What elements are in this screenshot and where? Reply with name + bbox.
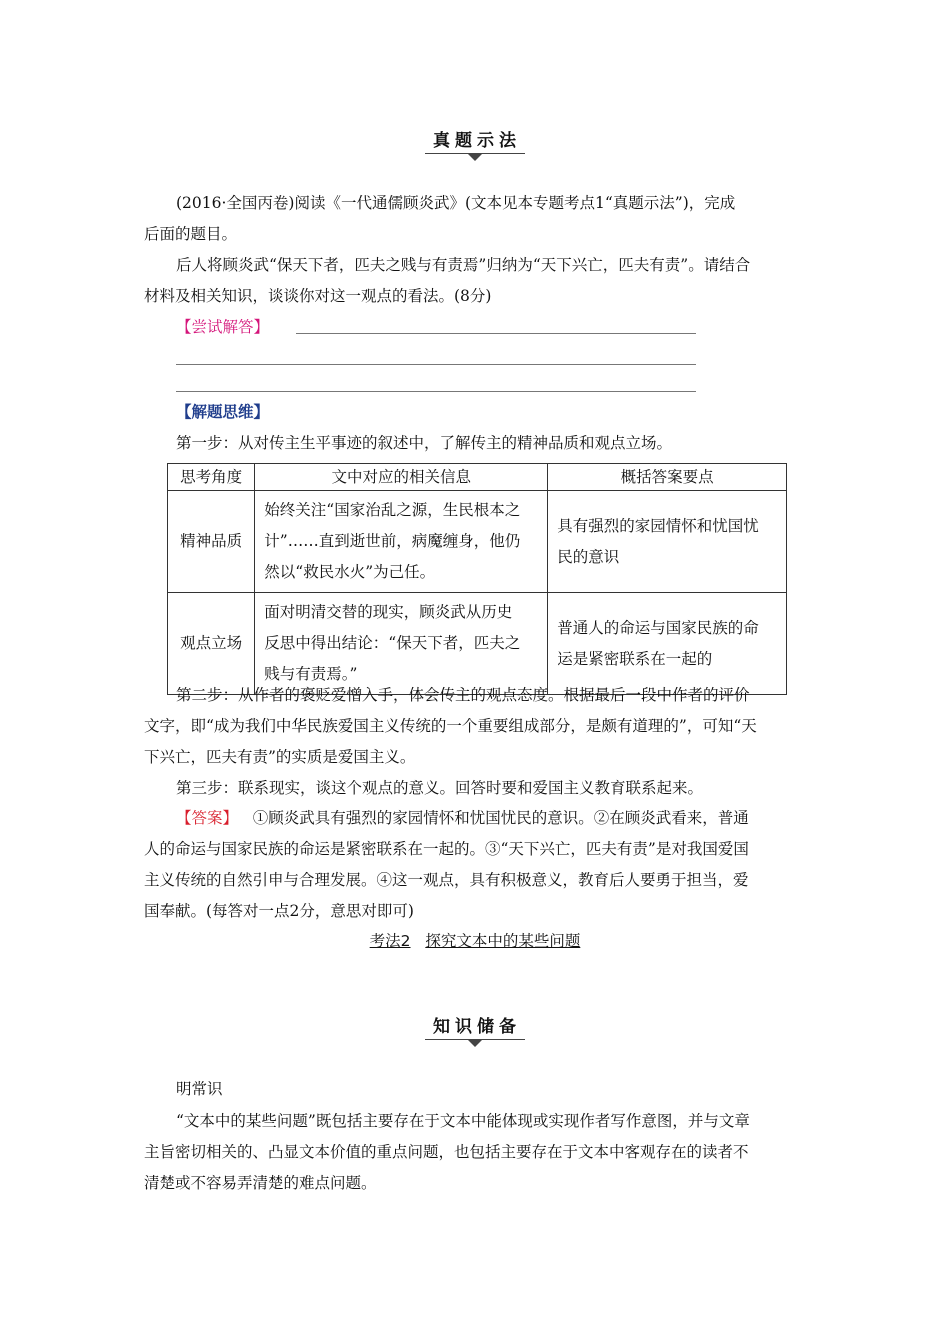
info-line: 贱与有责焉。” <box>264 665 358 683</box>
info-line: 计”……直到逝世前，病魔缠身，他仍 <box>264 532 521 550</box>
section-line-1: “文本中的某些问题”既包括主要存在于文本中能体现或实现作者写作意图，并与文章 <box>176 1112 750 1130</box>
triangle-down-icon <box>468 1040 482 1047</box>
answer-label: 【答案】 <box>176 809 239 827</box>
answer-blank-line[interactable] <box>176 391 696 392</box>
try-answer-label: 【尝试解答】 <box>176 318 270 336</box>
row-angle: 精神品质 <box>168 491 255 593</box>
question-line-4: 材料及相关知识，谈谈你对这一观点的看法。(8分) <box>144 287 492 305</box>
header-point: 概括答案要点 <box>548 464 787 491</box>
step-two-line-3: 下兴亡，匹夫有责”的实质是爱国主义。 <box>144 748 416 766</box>
answer-blank-line[interactable] <box>176 364 696 365</box>
table-row <box>168 491 787 593</box>
answer-blank-line[interactable] <box>296 333 696 334</box>
answer-line-1 <box>176 803 808 834</box>
question-line-2: 后面的题目。 <box>144 225 238 243</box>
table-header-row <box>168 464 787 491</box>
step-three: 第三步：联系现实，谈这个观点的意义。回答时要和爱国主义教育联系起来。 <box>176 779 704 797</box>
row-angle: 观点立场 <box>168 593 255 695</box>
header-info: 文中对应的相关信息 <box>255 464 548 491</box>
section-heading-zhishi <box>0 1012 950 1040</box>
answer-line-3: 主义传统的自然引申与合理发展。④这一观点，具有积极意义，教育后人要勇于担当，爱 <box>144 871 749 889</box>
question-line-3: 后人将顾炎武“保天下者，匹夫之贱与有责焉”归纳为“天下兴亡，匹夫有责”。请结合 <box>176 256 751 274</box>
step-two-line-1: 第二步：从作者的褒贬爱憎入手，体会传主的观点态度。根据最后一段中作者的评价 <box>176 686 750 704</box>
info-line: 然以“救民水火”为己任。 <box>264 563 436 581</box>
exam-point-text: 探究文本中的某些问题 <box>425 932 581 950</box>
point-line: 民的意识 <box>557 547 620 566</box>
point-line: 普通人的命运与国家民族的命 <box>557 618 759 637</box>
info-line: 面对明清交替的现实，顾炎武从历史 <box>264 603 513 621</box>
heading-text: 真题示法 <box>433 131 521 151</box>
point-line: 具有强烈的家园情怀和忧国忧 <box>557 516 759 535</box>
exam-point-label: 考法2 <box>369 932 411 950</box>
answer-line-4: 国奉献。(每答对一点2分，意思对即可) <box>144 902 414 920</box>
section-heading-zhenti <box>0 126 950 154</box>
step-one: 第一步：从对传主生平事迹的叙述中，了解传主的精神品质和观点立场。 <box>176 434 673 452</box>
step-two-line-2: 文字，即“成为我们中华民族爱国主义传统的一个重要组成部分，是颇有道理的”，可知“天 <box>144 717 757 735</box>
solution-thinking-label: 【解题思维】 <box>176 403 270 421</box>
heading-text: 知识储备 <box>433 1017 521 1037</box>
row-point <box>548 491 787 593</box>
answer-text: ①顾炎武具有强烈的家园情怀和忧国忧民的意识。②在顾炎武看来，普通 <box>252 809 749 827</box>
answer-line-2: 人的命运与国家民族的命运是紧密联系在一起的。③“天下兴亡，匹夫有责”是对我国爱国 <box>144 840 749 858</box>
header-angle: 思考角度 <box>168 464 255 491</box>
info-line: 反思中得出结论：“保天下者，匹夫之 <box>264 634 521 652</box>
triangle-down-icon <box>468 154 482 161</box>
section-line-3: 清楚或不容易弄清楚的难点问题。 <box>144 1174 377 1192</box>
exam-point-title <box>0 928 950 954</box>
question-line-1: (2016·全国丙卷)阅读《一代通儒顾炎武》(文本见本专题考点1“真题示法”)，完成 <box>176 194 736 212</box>
row-info <box>255 491 548 593</box>
section-line-2: 主旨密切相关的、凸显文本价值的重点问题，也包括主要存在于文本中客观存在的读者不 <box>144 1143 749 1161</box>
point-line: 运是紧密联系在一起的 <box>557 649 713 668</box>
info-line: 始终关注“国家治乱之源，生民根本之 <box>264 501 521 519</box>
analysis-table <box>167 463 787 695</box>
section-title: 明常识 <box>176 1080 223 1098</box>
